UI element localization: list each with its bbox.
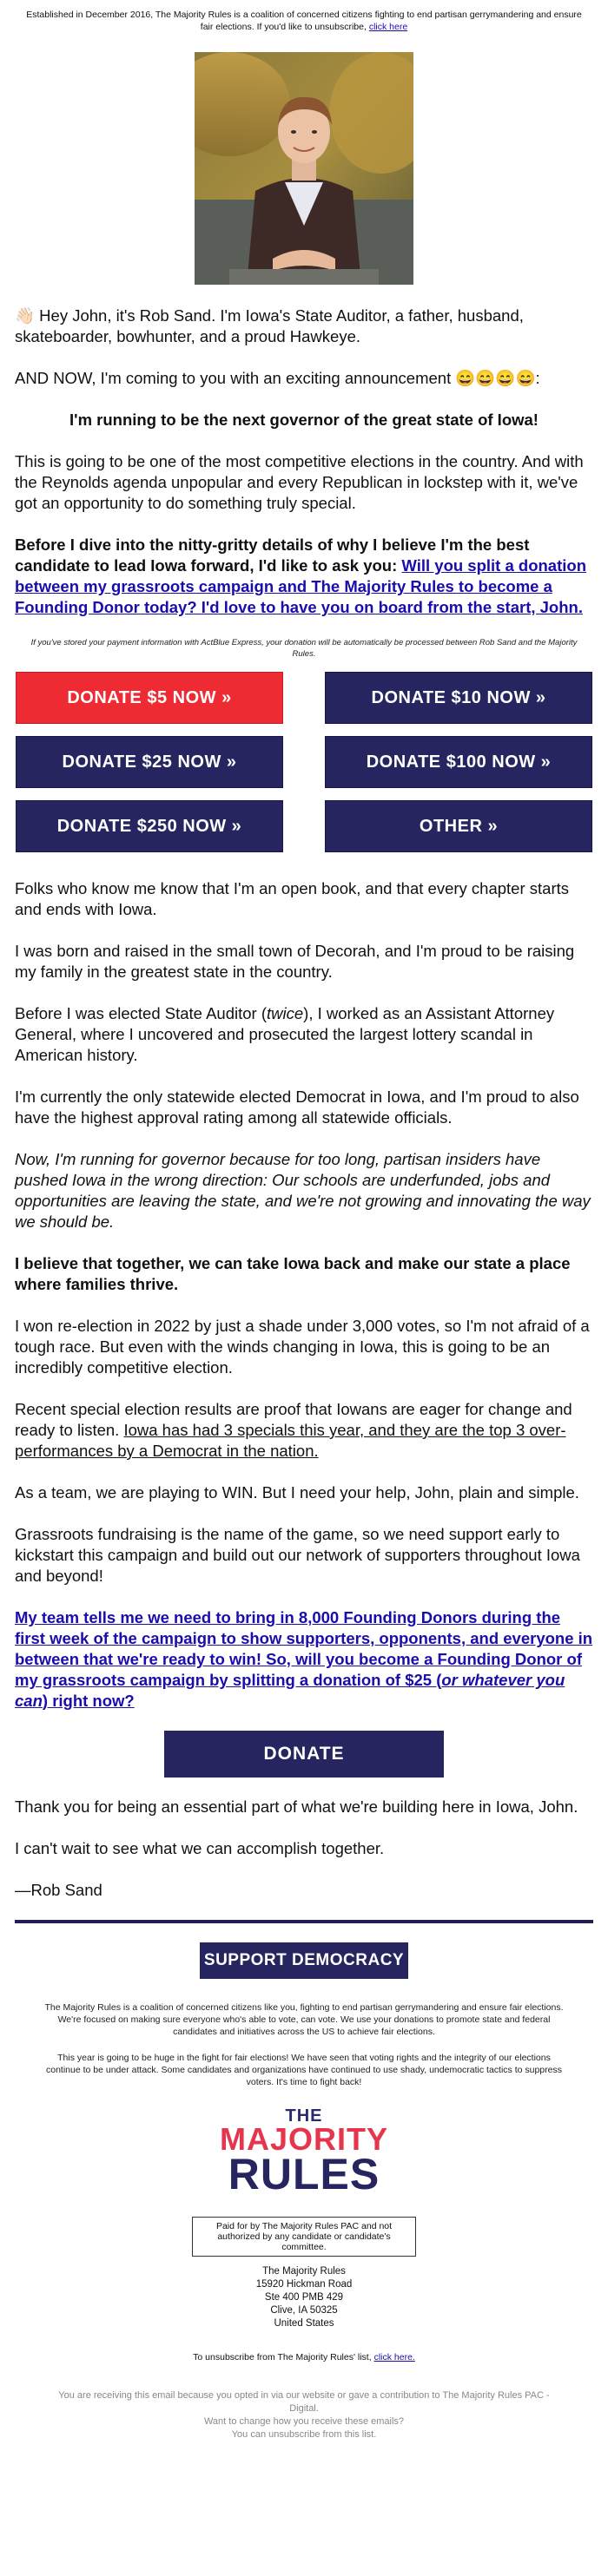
- preheader: [26, 0, 582, 33]
- mailing-address: [174, 2265, 434, 2330]
- address-line: 15920 Hickman Road: [255, 2279, 353, 2290]
- ask-donation-link[interactable]: Will you split a donation between my grassroots campaign and The Majority Rules to become a Founding Donor today? I'd love to have you on board from the start, John.: [15, 556, 587, 616]
- footer-divider-wrap: [0, 1920, 608, 1923]
- reelection-paragraph: I won re-election in 2022 by just a shade under 3,000 votes, so I'm not afraid of a tough race. But even with the winds changing in Iowa, this is going to be an incredibly competitive election.: [15, 1317, 590, 1377]
- play-to-win-paragraph: As a team, we are playing to WIN. But I need your help, John, plain and simple.: [15, 1483, 579, 1502]
- final-notice-line: Want to change how you receive these emails?: [203, 2416, 405, 2427]
- signature: —Rob Sand: [15, 1881, 102, 1899]
- donate-100-button[interactable]: DONATE $100 NOW »: [325, 736, 592, 788]
- special-text-underlined: Iowa has had 3 specials this year, and they are the top 3 over-performances by a Democrat in the nation.: [15, 1421, 566, 1460]
- donate-250-button[interactable]: DONATE $250 NOW »: [16, 800, 283, 852]
- unsubscribe-link[interactable]: click here.: [373, 2352, 415, 2362]
- why-running-paragraph: Now, I'm running for governor because for too long, partisan insiders have pushed Iowa in the wrong direction: Our schools are underfunded, jobs and opportunities are leaving the state, and we're not growing and innovating the way we should be.: [15, 1150, 591, 1231]
- final-notice: [43, 2389, 565, 2441]
- competitive-paragraph: This is going to be one of the most competitive elections in the country. And with the Reynolds agenda unpopular and every Republican in lockstep with it, we've got an opportunity to do something truly special.: [15, 452, 584, 512]
- career-text-em: twice: [267, 1004, 304, 1022]
- support-democracy-button[interactable]: SUPPORT DEMOCRACY: [200, 1942, 408, 1979]
- preheader-text: Established in December 2016, The Majority Rules is a coalition of concerned citizens fighting to end partisan gerrymandering and ensure fair elections. If you'd like to unsubscribe,: [26, 10, 582, 32]
- founding-text-em: or whatever you can: [15, 1671, 565, 1710]
- statewide-paragraph: I'm currently the only statewide elected Democrat in Iowa, and I'm proud to also have the highest approval rating among all statewide officials.: [15, 1088, 579, 1127]
- address-line: Ste 400 PMB 429: [264, 2292, 344, 2303]
- final-unsubscribe-line[interactable]: You can unsubscribe from this list.: [231, 2429, 377, 2440]
- career-text-b: ), I worked as an Assistant Attorney General, where I uncovered and prosecuted the largest lottery scandal in American history.: [15, 1004, 555, 1064]
- paid-for-wrap: [0, 2217, 608, 2257]
- donate-main-button[interactable]: DONATE: [164, 1731, 444, 1778]
- career-text-a: Before I was elected State Auditor (: [15, 1004, 267, 1022]
- founding-donor-link[interactable]: [15, 1608, 592, 1710]
- support-wrap: [0, 1942, 608, 1979]
- headline-paragraph: I'm running to be the next governor of the great state of Iowa!: [69, 411, 539, 429]
- letter-closing: [15, 1797, 593, 1901]
- logo-the: THE: [285, 2106, 323, 2126]
- founding-text-a: My team tells me we need to bring in 8,000 Founding Donors during the first week of the campaign to show supporters, opponents, and everyone in between that we're ready to win! So, will you become a Founding Donor of my grassroots campaign by splitting a donation of $25 (: [15, 1608, 593, 1689]
- actblue-note: If you've stored your payment information with ActBlue Express, your donation will be automatically be processed between Rob Sand and the Majority Rules.: [30, 638, 578, 659]
- preheader-unsubscribe-link[interactable]: click here: [368, 22, 408, 32]
- majority-rules-logo: [217, 2106, 391, 2198]
- career-paragraph: [15, 1003, 593, 1066]
- letter-body: [15, 306, 593, 618]
- ask-paragraph: [15, 535, 593, 618]
- together-paragraph: I believe that together, we can take Iowa back and make our state a place where families thrive.: [15, 1254, 571, 1293]
- hero-photo-image: [195, 52, 413, 285]
- unsubscribe-line: [0, 2351, 608, 2363]
- donate-main-wrap: [0, 1731, 608, 1778]
- thank-you-paragraph: Thank you for being an essential part of what we're building here in Iowa, John.: [15, 1797, 578, 1816]
- logo-rules: RULES: [228, 2150, 380, 2198]
- open-book-paragraph: Folks who know me know that I'm an open book, and that every chapter starts and ends with Iowa.: [15, 879, 569, 918]
- donate-25-button[interactable]: DONATE $25 NOW »: [16, 736, 283, 788]
- hero-photo: [195, 52, 413, 285]
- address-line: The Majority Rules: [262, 2266, 346, 2277]
- donate-other-button[interactable]: OTHER »: [325, 800, 592, 852]
- greeting-paragraph: 👋🏻 Hey John, it's Rob Sand. I'm Iowa's State Auditor, a father, husband, skateboarder, bowhunter, and a proud Hawkeye.: [15, 306, 524, 345]
- footer-about: The Majority Rules is a coalition of concerned citizens like you, fighting to end partisan gerrymandering and ensure fair elections. We're focused on making sure everyone who's able to vote, can vote. We use your donations to promote state and federal candidates and initiatives across the US to achieve fair elections.: [44, 2002, 564, 2037]
- donate-10-button[interactable]: DONATE $10 NOW »: [325, 672, 592, 724]
- address-line: United States: [274, 2318, 334, 2329]
- grassroots-paragraph: Grassroots fundraising is the name of the game, so we need support early to kickstart this campaign and build out our network of supporters throughout Iowa and beyond!: [15, 1525, 580, 1585]
- footer-year: This year is going to be huge in the fight for fair elections! We have seen that voting rights and the integrity of our elections continue to be under attack. Some candidates and organizations have continued to use shady, undemocratic tactics to suppress voters. It's time to fight back!: [45, 2053, 562, 2087]
- announcement-paragraph: AND NOW, I'm coming to you with an exciting announcement 😄😄😄😄:: [15, 369, 540, 387]
- letter-body-continued: [15, 878, 593, 1712]
- logo-majority: MAJORITY: [219, 2121, 388, 2157]
- special-text-a: Recent special election results are proof that Iowans are eager for change and ready to listen.: [15, 1400, 572, 1439]
- address-line: Clive, IA 50325: [270, 2305, 338, 2316]
- special-elections-paragraph: [15, 1399, 593, 1462]
- cant-wait-paragraph: I can't wait to see what we can accomplish together.: [15, 1839, 385, 1857]
- decorah-paragraph: I was born and raised in the small town of Decorah, and I'm proud to be raising my family in the greatest state in the country.: [15, 942, 575, 981]
- donate-button-grid: [16, 672, 592, 852]
- footer-divider: [15, 1920, 593, 1923]
- unsubscribe-text: To unsubscribe from The Majority Rules' list,: [193, 2352, 372, 2362]
- founding-donor-paragraph: [15, 1607, 593, 1712]
- ask-bold-text: Before I dive into the nitty-gritty details of why I believe I'm the best candidate to lead Iowa forward, I'd like to ask you:: [15, 536, 530, 575]
- founding-text-b: ) right now?: [42, 1692, 135, 1710]
- donate-5-button[interactable]: DONATE $5 NOW »: [16, 672, 283, 724]
- paid-for-disclaimer: Paid for by The Majority Rules PAC and not authorized by any candidate or candidate's committee.: [192, 2217, 416, 2257]
- final-notice-line: You are receiving this email because you opted in via our website or gave a contribution to The Majority Rules PAC - Digital.: [58, 2390, 550, 2414]
